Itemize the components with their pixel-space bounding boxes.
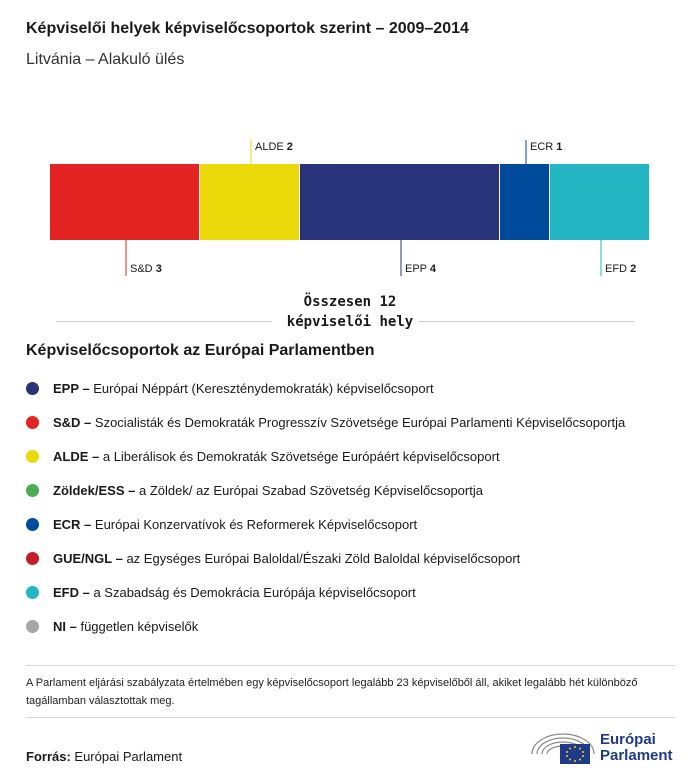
legend-item-text	[53, 551, 520, 566]
legend-item-text	[53, 381, 434, 396]
segment-label-epp: EPP 4	[405, 263, 436, 275]
legend-item-desc: független képviselők	[76, 618, 199, 634]
bar-segment-alde	[200, 164, 299, 240]
legend-item-abbr: GUE/NGL –	[53, 550, 123, 566]
segment-label-s-d: S&D 3	[130, 263, 162, 275]
legend-item-s-d	[26, 405, 686, 439]
legend-item-epp	[26, 371, 686, 405]
total-divider-right	[418, 321, 634, 322]
source	[26, 749, 182, 764]
bar-segment-ecr	[500, 164, 549, 240]
legend-item-abbr: Zöldek/ESS –	[53, 482, 136, 498]
legend-item-text	[53, 619, 198, 634]
legend-item-efd	[26, 575, 686, 609]
logo-line-2: Parlament	[600, 747, 673, 764]
legend-item-ni	[26, 609, 686, 643]
legend-item-z-ldek-ess	[26, 473, 686, 507]
legend-item-desc: Szocialisták és Demokraták Progresszív Szövetsége Európai Parlamenti Képviselőcsoportja	[91, 414, 626, 430]
note-divider-bottom	[26, 717, 675, 718]
legend-color-dot-icon	[26, 382, 39, 395]
legend-color-dot-icon	[26, 416, 39, 429]
legend-item-alde	[26, 439, 686, 473]
legend-item-desc: a Liberálisok és Demokraták Szövetsége Európáért képviselőcsoport	[99, 448, 500, 464]
legend-item-ecr	[26, 507, 686, 541]
legend	[26, 371, 686, 643]
legend-color-dot-icon	[26, 450, 39, 463]
legend-item-abbr: NI –	[53, 618, 77, 634]
logo-line-1: Európai	[600, 731, 656, 748]
legend-item-desc: az Egységes Európai Baloldal/Északi Zöld Baloldal képviselőcsoport	[122, 550, 521, 566]
note-divider-top	[26, 665, 675, 666]
legend-item-desc: Európai Konzervatívok és Reformerek Képviselőcsoport	[91, 516, 418, 532]
logo-text	[600, 732, 673, 764]
stacked-bar-chart	[0, 130, 700, 290]
source-label: Forrás:	[26, 749, 71, 764]
legend-item-abbr: EFD –	[53, 584, 90, 600]
legend-item-text	[53, 517, 417, 532]
parliament-hemicycle-icon	[530, 728, 596, 766]
segment-label-alde: ALDE 2	[255, 141, 293, 153]
legend-item-desc: Európai Néppárt (Kereszténydemokraták) képviselőcsoport	[89, 380, 434, 396]
legend-item-gue-ngl	[26, 541, 686, 575]
legend-item-desc: a Szabadság és Demokrácia Európája képviselőcsoport	[89, 584, 416, 600]
legend-item-text	[53, 585, 416, 600]
legend-color-dot-icon	[26, 552, 39, 565]
legend-item-text	[53, 415, 625, 430]
chart-subtitle: Litvánia – Alakuló ülés	[26, 51, 185, 68]
legend-item-abbr: ALDE –	[53, 448, 100, 464]
legend-item-text	[53, 483, 483, 498]
legend-color-dot-icon	[26, 586, 39, 599]
european-parliament-logo[interactable]	[530, 728, 680, 768]
chart-title: Képviselői helyek képviselőcsoportok szerint – 2009–2014	[26, 20, 469, 37]
legend-heading: Képviselőcsoportok az Európai Parlamentben	[26, 342, 375, 359]
legend-color-dot-icon	[26, 484, 39, 497]
legend-item-text	[53, 449, 500, 464]
footnote: A Parlament eljárási szabályzata értelmében egy képviselőcsoport legalább 23 képviselőből áll, akiket legalább hét különböző tagállamban választottak meg.	[26, 677, 638, 707]
bar-segment-epp	[300, 164, 499, 240]
source-text: Európai Parlament	[70, 749, 183, 764]
segment-label-ecr: ECR 1	[530, 141, 563, 153]
legend-item-abbr: EPP –	[53, 380, 90, 396]
legend-item-abbr: S&D –	[53, 414, 92, 430]
legend-color-dot-icon	[26, 620, 39, 633]
bar-segment-s-d	[50, 164, 199, 240]
legend-color-dot-icon	[26, 518, 39, 531]
bar-segment-efd	[550, 164, 649, 240]
total-seats-label: Összesen 12 képviselői hely	[286, 294, 414, 330]
legend-item-desc: a Zöldek/ az Európai Szabad Szövetség Képviselőcsoportja	[135, 482, 483, 498]
segment-label-efd: EFD 2	[605, 263, 637, 275]
total-divider-left	[56, 321, 272, 322]
legend-item-abbr: ECR –	[53, 516, 92, 532]
